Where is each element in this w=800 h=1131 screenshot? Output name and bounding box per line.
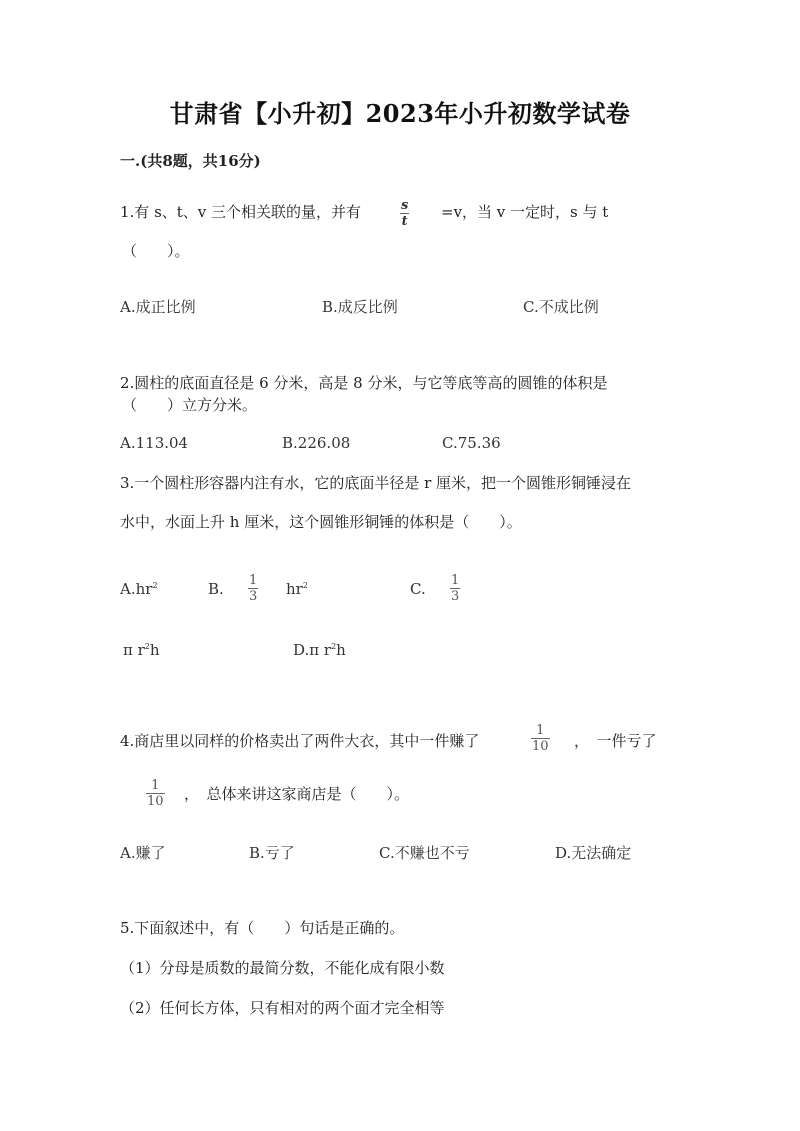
question-1-text-b: =v，当 v 一定时，s 与 t [441,203,609,221]
question-4-option-d[interactable]: D.无法确定 [555,844,632,862]
question-3-option-c-fraction [450,573,460,604]
question-2-option-c[interactable]: C.75.36 [442,434,501,452]
question-2-option-a[interactable]: A.113.04 [120,434,189,452]
fraction-denominator: 10 [532,739,549,754]
superscript: 2 [144,642,150,651]
question-5-line-1: 5.下面叙述中，有（ ）句话是正确的。 [120,919,405,937]
question-2-line-1: 2.圆柱的底面直径是 6 分米，高是 8 分米，与它等底等高的圆锥的体积是 [120,374,608,392]
option-label: A. [120,580,136,598]
question-4-option-a[interactable]: A.赚了 [120,844,166,862]
fraction-denominator: 10 [147,794,164,809]
option-expression: hr [286,580,303,598]
question-4-fraction-1 [531,723,550,754]
superscript: 2 [331,642,337,651]
option-expression: hr [135,580,153,598]
question-1-text-a: 1.有 s、t、v 三个相关联的量，并有 [120,203,362,221]
fraction-numerator: 1 [146,778,165,794]
question-3-option-b-fraction [248,573,258,604]
question-1-option-c[interactable]: C.不成比例 [523,298,599,316]
fraction-numerator: 1 [249,573,258,588]
option-expression-tail: h [149,641,160,659]
question-3-option-c-continuation [123,641,160,659]
question-2-line-2: （ ）立方分米。 [122,396,258,414]
section-header: 一.(共8题，共16分) [120,152,261,170]
question-3-option-b-expression [286,580,308,598]
question-3-line-1: 3.一个圆柱形容器内注有水，它的底面半径是 r 厘米，把一个圆锥形铜锤浸在 [120,474,632,492]
question-1-fraction [400,198,409,229]
superscript: 2 [152,581,158,590]
question-4-text-b: ， 一件亏了 [574,732,657,750]
fraction-denominator: 3 [451,589,460,604]
question-4-option-c[interactable]: C.不赚也不亏 [379,844,470,862]
question-4-text-a: 4.商店里以同样的价格卖出了两件大衣，其中一件赚了 [120,732,480,750]
question-5-item-1: （1）分母是质数的最简分数，不能化成有限小数 [120,959,445,977]
option-expression: π r [309,641,332,659]
question-3-option-a[interactable] [120,580,158,598]
question-3-option-c-label[interactable]: C. [410,580,426,598]
fraction-numerator: 1 [451,573,460,588]
fraction-denominator: t [401,214,408,229]
fraction-numerator: 1 [531,723,550,739]
question-1-blank: （ ）。 [122,242,190,260]
option-label: D. [293,641,310,659]
question-5-item-2: （2）任何长方体，只有相对的两个面才完全相等 [120,999,445,1017]
question-1-option-a[interactable]: A.成正比例 [120,298,196,316]
question-1-option-b[interactable]: B.成反比例 [322,298,398,316]
question-2-option-b[interactable]: B.226.08 [282,434,351,452]
question-4-fraction-2 [146,778,165,809]
question-3-option-b-label[interactable]: B. [208,580,224,598]
question-3-option-d[interactable] [293,641,346,659]
question-4-option-b[interactable]: B.亏了 [249,844,295,862]
superscript: 2 [302,581,308,590]
fraction-numerator: s [401,198,409,213]
fraction-denominator: 3 [249,589,258,604]
question-3-line-2: 水中，水面上升 h 厘米，这个圆锥形铜锤的体积是（ ）。 [120,513,522,531]
option-expression: π r [123,641,145,659]
page-title: 甘肃省【小升初】2023年小升初数学试卷 [169,99,631,128]
question-4-text-c: ， 总体来讲这家商店是（ ）。 [184,785,410,803]
option-expression-tail: h [336,641,346,659]
